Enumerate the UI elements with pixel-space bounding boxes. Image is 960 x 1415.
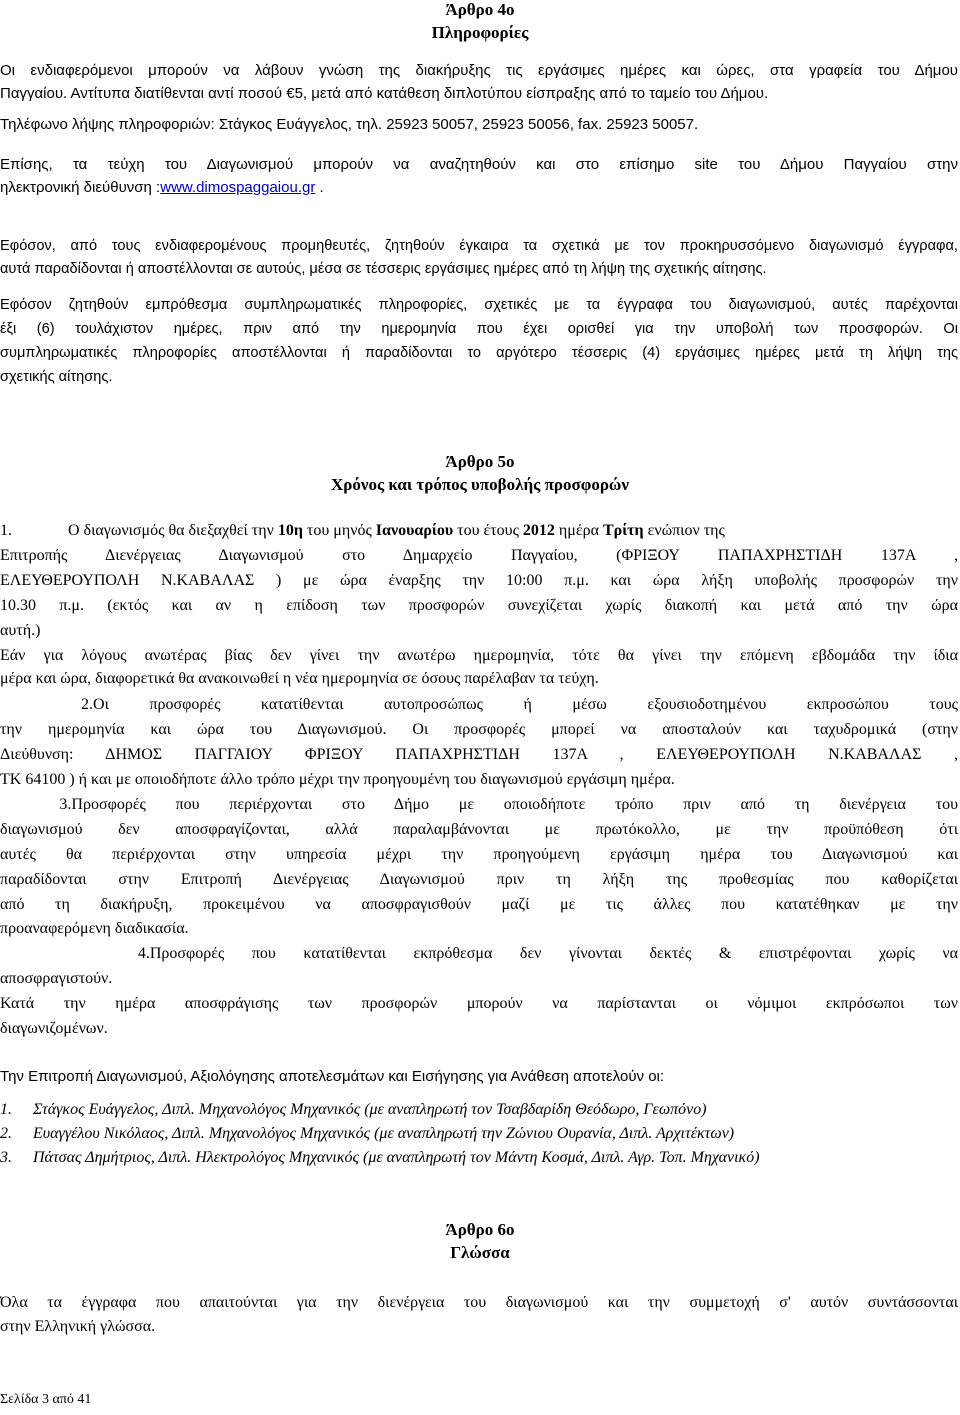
- item1-text-e: του έτους: [453, 522, 523, 539]
- article4-p1-line2: Παγγαίου. Αντίτυπα διατίθενται αντί ποσού €5, μετά από κατάθεση διπλοτύπου είσπραξης από το ταμείο του Δήμου.: [0, 85, 769, 102]
- member-text: Ευαγγέλου Νικόλαος, Διπλ. Μηχανολόγος Μηχανικός (με αναπληρωτή την Ζώνιου Ουρανία, Διπλ. Αρχιτέκτων): [33, 1125, 735, 1142]
- committee-intro: Την Επιτροπή Διαγωνισμού, Αξιολόγησης αποτελεσμάτων και Εισήγησης για Ανάθεση αποτελούν οι:: [0, 1068, 665, 1085]
- member-number: 3.: [0, 1149, 12, 1166]
- item1-line7: μέρα και ώρα, διαφορετικά θα ανακοινωθεί η νέα ημερομηνία σε όσους παρέλαβαν τα τεύχη.: [0, 670, 599, 687]
- item1-text-a: Ο διαγωνισμός θα διεξαχθεί την: [68, 522, 278, 539]
- article4-phone-line: Τηλέφωνο λήψης πληροφοριών: Στάγκος Ευάγγελος, τηλ. 25923 50057, 25923 50056, fax. 25923 50057.: [0, 116, 699, 133]
- item1-text-c: του μηνός: [302, 522, 376, 539]
- committee-member: [0, 1099, 958, 1120]
- item3-line6: προαναφερόμενη διαδικασία.: [0, 920, 189, 937]
- item2-line2: την ημερομηνία και ώρα του Διαγωνισμού. Οι προσφορές μπορεί να αποσταλούν και ταχυδρομικά (στην: [0, 721, 958, 738]
- article6-heading: Άρθρο 6ο: [445, 1220, 515, 1239]
- item1-line2: Επιτροπής Διενέργειας Διαγωνισμού στο Δημαρχείο Παγγαίου, (ΦΡΙΞΟΥ ΠΑΠΑΧΡΗΣΤΙΔΗ 137Α ,: [0, 547, 958, 564]
- member-number: 1.: [0, 1101, 12, 1118]
- article4-heading: Άρθρο 4ο: [445, 0, 515, 19]
- item2-line1: 2.Οι προσφορές κατατίθενται αυτοπροσώπως ή μέσω εξουσιοδοτημένου εκπροσώπου τους: [0, 696, 958, 713]
- item3-line4: παραδίδονται στην Επιτροπή Διενέργειας Διαγωνισμού πριν τη λήξη της προθεσμίας που καθορίζεται: [0, 871, 958, 888]
- article6-line2: στην Ελληνική γλώσσα.: [0, 1318, 156, 1335]
- article4-p3-line2: [0, 177, 958, 198]
- item3-line5: από τη διακήρυξη, προκειμένου να αποσφραγισθούν μαζί με τις άλλες που κατατέθηκαν με την: [0, 896, 958, 913]
- address-label: ηλεκτρονική διεύθυνση :: [0, 179, 161, 196]
- item3-line3: αυτές θα περιέρχονται στην υπηρεσία μέχρι την προηγούμενη εργάσιμη ημέρα του Διαγωνισμού και: [0, 846, 958, 863]
- member-text: Στάγκος Ευάγγελος, Διπλ. Μηχανολόγος Μηχανικός (με αναπληρωτή τον Τσαβδαρίδη Θεόδωρο, Γεωπόνο): [33, 1101, 707, 1118]
- article6-subheading: Γλώσσα: [450, 1243, 510, 1262]
- page-number: Σελίδα 3 από 41: [0, 1392, 92, 1407]
- item4-line3: Κατά την ημέρα αποσφράγισης των προσφορών μπορούν να παρίστανται οι νόμιμοι εκπρόσωποι των: [0, 995, 958, 1012]
- article4-p5-line4: σχετικής αίτησης.: [0, 369, 113, 385]
- item1-line6: Εάν για λόγους ανωτέρας βίας δεν γίνει την ανωτέρω ημερομηνία, τότε θα γίνει την επόμενη εβδομάδα την ίδια: [0, 647, 958, 664]
- committee-member: [0, 1147, 958, 1168]
- article4-p5-line2: έξι (6) τουλάχιστον ημέρες, πριν από την ημερομηνία που έχει ορισθεί για την υποβολή των προσφορών. Οι: [0, 321, 958, 337]
- item4-line2: αποσφραγιστούν.: [0, 970, 113, 987]
- item1-line1: [0, 520, 958, 541]
- article4-p5-line3: συμπληρωματικές πληροφορίες αποστέλλονται ή παραδίδονται το αργότερο τέσσερις (4) εργάσιμες ημέρες μετά τη λήψη της: [0, 345, 958, 361]
- item1-line3: ΕΛΕΥΘΕΡΟΥΠΟΛΗ Ν.ΚΑΒΑΛΑΣ ) με ώρα έναρξης την 10:00 π.μ. και ώρα λήξη υποβολής προσφορών την: [0, 572, 958, 589]
- article5-heading: Άρθρο 5ο: [445, 452, 515, 471]
- item2-line3: Διεύθυνση: ΔΗΜΟΣ ΠΑΓΓΑΙΟΥ ΦΡΙΞΟΥ ΠΑΠΑΧΡΗΣΤΙΔΗ 137Α , ΕΛΕΥΘΕΡΟΥΠΟΛΗ Ν.ΚΑΒΑΛΑΣ ,: [0, 746, 958, 763]
- item1-text-i: ενώπιον της: [643, 522, 725, 539]
- article5-subheading: Χρόνος και τρόπος υποβολής προσφορών: [331, 475, 629, 494]
- item1-number: 1.: [0, 522, 12, 539]
- address-suffix: .: [315, 179, 324, 196]
- item1-line5: αυτή.): [0, 622, 41, 639]
- item1-text-g: ημέρα: [554, 522, 603, 539]
- member-text: Πάτσας Δημήτριος, Διπλ. Ηλεκτρολόγος Μηχανικός (με αναπληρωτή τον Μάντη Κοσμά, Διπλ. Αγρ. Τοπ. Μηχανικό): [33, 1149, 760, 1166]
- item1-year: 2012: [522, 522, 555, 539]
- item4-line4: διαγωνιζομένων.: [0, 1020, 108, 1037]
- website-link[interactable]: www.dimospaggaiou.gr: [160, 179, 316, 196]
- item3-line1: 3.Προσφορές που περιέρχονται στο Δήμο με οποιοδήποτε τρόπο πριν από τη διενέργεια του: [0, 796, 958, 813]
- article6-line1: Όλα τα έγγραφα που απαιτούνται για την διενέργεια του διαγωνισμού και την συμμετοχή σ' αυτόν συντάσσονται: [0, 1294, 958, 1311]
- item1-line4: 10.30 π.μ. (εκτός και αν η επίδοση των προσφορών συνεχίζεται χωρίς διακοπή και μετά από την ώρα: [0, 597, 958, 614]
- committee-member: [0, 1123, 958, 1144]
- article4-p4-line2: αυτά παραδίδονται ή αποστέλλονται σε αυτούς, μέσα σε τέσσερις εργάσιμες ημέρες από τη λήψη της σχετικής αίτησης.: [0, 261, 767, 277]
- article4-p3-line1: Επίσης, τα τεύχη του Διαγωνισμού μπορούν να αναζητηθούν και στο επίσημο site του Δήμου Παγγαίου στην: [0, 156, 958, 173]
- item1-month: Ιανουαρίου: [375, 522, 454, 539]
- item3-line2: διαγωνισμού δεν αποσφραγίζονται, αλλά παραλαμβάνονται με πρωτόκολλο, με την προϋπόθεση ότι: [0, 821, 958, 838]
- item1-date-day: 10η: [277, 522, 303, 539]
- article4-p4-line1: Εφόσον, από τους ενδιαφερομένους προμηθευτές, ζητηθούν έγκαιρα τα σχετικά με τον προκηρυσσόμενο διαγωνισμό έγγραφα,: [0, 238, 958, 254]
- member-number: 2.: [0, 1125, 12, 1142]
- article4-p1-line1: Οι ενδιαφερόμενοι μπορούν να λάβουν γνώση της διακήρυξης τις εργάσιμες ημέρες και ώρες, στα γραφεία του Δήμου: [0, 62, 958, 79]
- item1-weekday: Τρίτη: [602, 522, 644, 539]
- article4-subheading: Πληροφορίες: [431, 23, 529, 42]
- item4-line1: 4.Προσφορές που κατατίθενται εκπρόθεσμα δεν γίνονται δεκτές & επιστρέφονται χωρίς να: [0, 945, 958, 962]
- item2-line4: ΤΚ 64100 ) ή και με οποιοδήποτε άλλο τρόπο μέχρι την προηγουμένη του διαγωνισμού εργάσιμη ημέρα.: [0, 771, 675, 788]
- article4-p5-line1: Εφόσον ζητηθούν εμπρόθεσμα συμπληρωματικές πληροφορίες, σχετικές με τα έγγραφα του διαγωνισμού, αυτές παρέχονται: [0, 297, 958, 313]
